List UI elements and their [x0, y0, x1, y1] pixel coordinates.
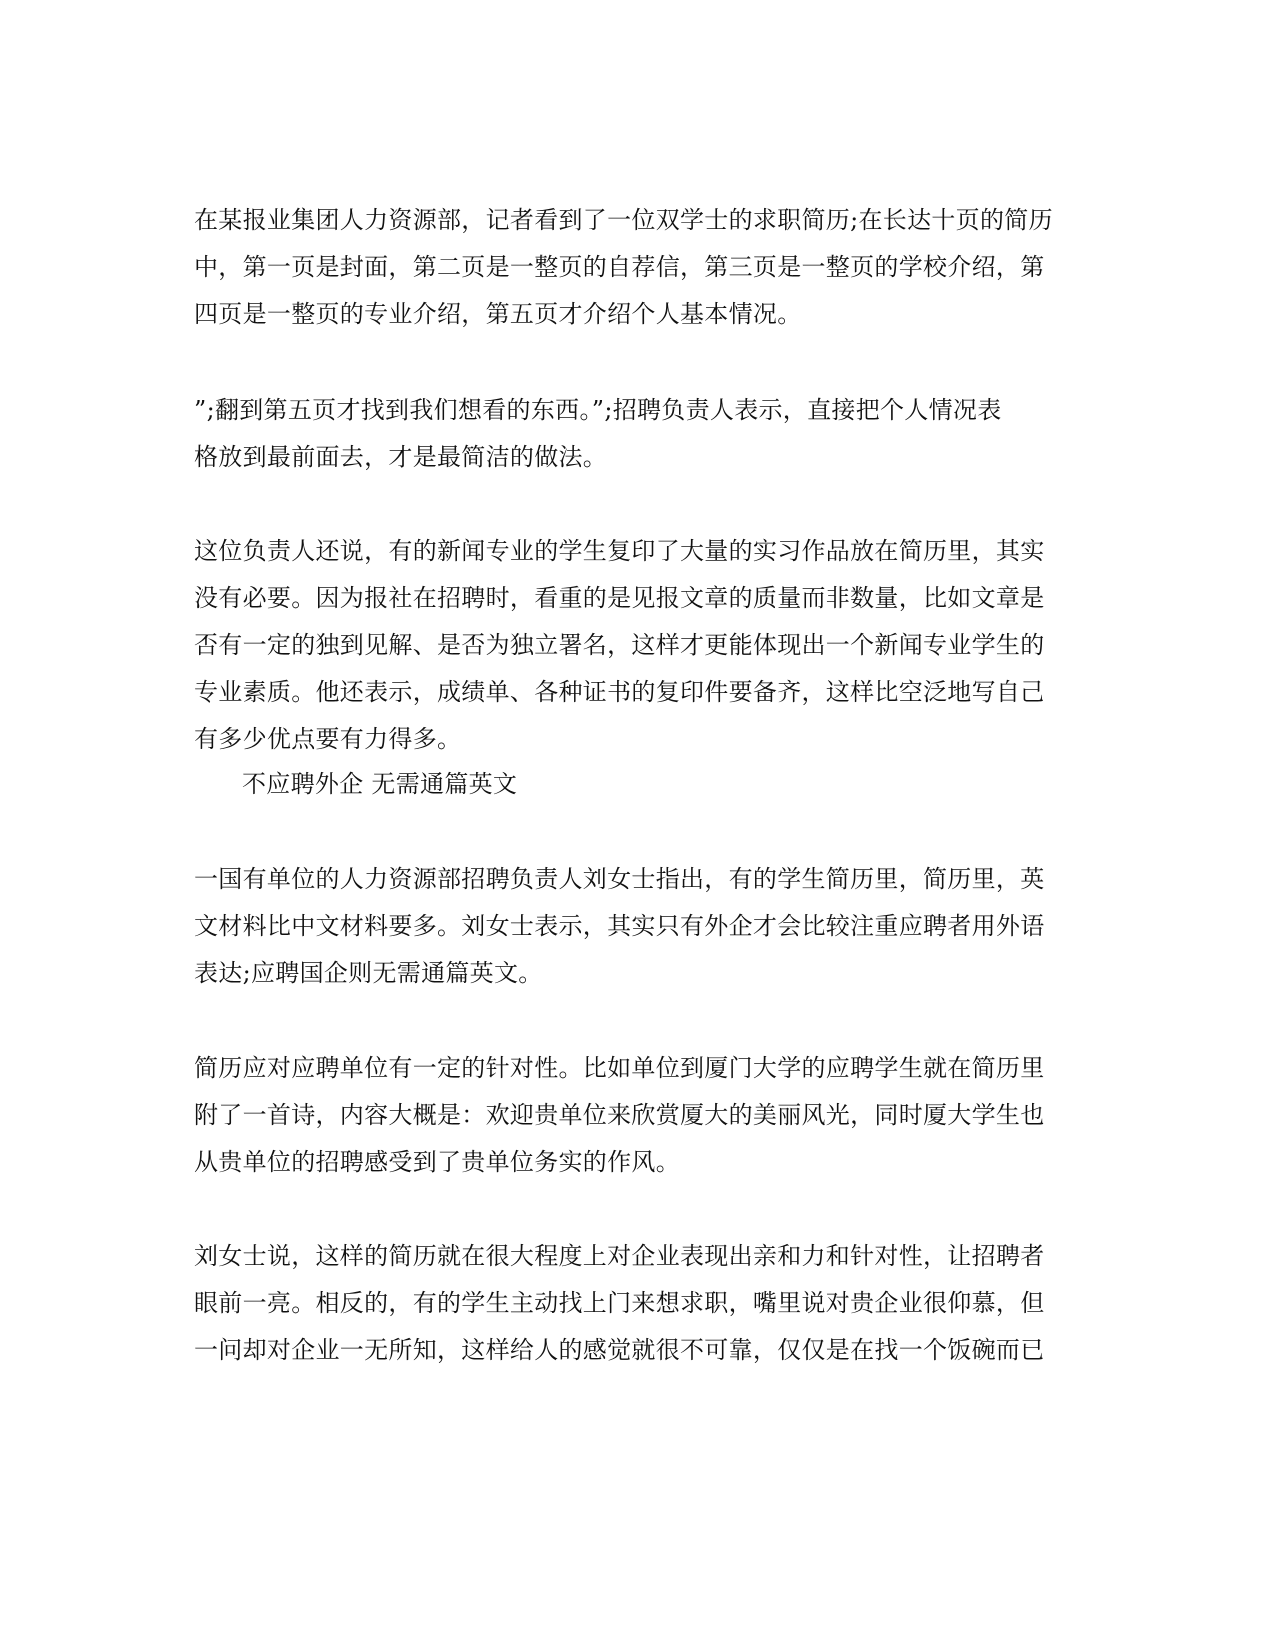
paragraph-6-line-2: 眼前一亮。相反的，有的学生主动找上门来想求职，嘴里说对贵企业很仰慕，但	[194, 1289, 1045, 1317]
paragraph-5-line-2: 附了一首诗，内容大概是：欢迎贵单位来欣赏厦大的美丽风光，同时厦大学生也	[194, 1101, 1045, 1129]
paragraph-3-line-5: 有多少优点要有力得多。	[194, 725, 462, 753]
paragraph-3-line-4: 专业素质。他还表示，成绩单、各种证书的复印件要备齐，这样比空泛地写自己	[194, 678, 1045, 706]
paragraph-3-line-3: 否有一定的独到见解、是否为独立署名，这样才更能体现出一个新闻专业学生的	[194, 631, 1045, 659]
paragraph-5-line-1: 简历应对应聘单位有一定的针对性。比如单位到厦门大学的应聘学生就在简历里	[194, 1054, 1045, 1082]
section-heading: 不应聘外企 无需通篇英文	[242, 770, 518, 798]
paragraph-2-line-2: 格放到最前面去，才是最简洁的做法。	[194, 443, 608, 471]
paragraph-1-line-2: 中，第一页是封面，第二页是一整页的自荐信，第三页是一整页的学校介绍，第	[194, 253, 1045, 281]
paragraph-6-line-3: 一问却对企业一无所知，这样给人的感觉就很不可靠，仅仅是在找一个饭碗而已	[194, 1336, 1045, 1364]
paragraph-3-line-1: 这位负责人还说，有的新闻专业的学生复印了大量的实习作品放在简历里，其实	[194, 537, 1045, 565]
paragraph-5-line-3: 从贵单位的招聘感受到了贵单位务实的作风。	[194, 1148, 680, 1176]
paragraph-3-line-2: 没有必要。因为报社在招聘时，看重的是见报文章的质量而非数量，比如文章是	[194, 584, 1045, 612]
paragraph-6-line-1: 刘女士说，这样的简历就在很大程度上对企业表现出亲和力和针对性，让招聘者	[194, 1242, 1045, 1270]
paragraph-4-line-2: 文材料比中文材料要多。刘女士表示，其实只有外企才会比较注重应聘者用外语	[194, 912, 1045, 940]
paragraph-2-line-1: ”;翻到第五页才找到我们想看的东西。”;招聘负责人表示，直接把个人情况表	[194, 396, 1002, 424]
paragraph-1-line-1: 在某报业集团人力资源部，记者看到了一位双学士的求职简历;在长达十页的简历	[194, 206, 1053, 234]
paragraph-1-line-3: 四页是一整页的专业介绍，第五页才介绍个人基本情况。	[194, 300, 802, 328]
paragraph-4-line-1: 一国有单位的人力资源部招聘负责人刘女士指出，有的学生简历里，简历里，英	[194, 865, 1045, 893]
paragraph-4-line-3: 表达;应聘国企则无需通篇英文。	[194, 959, 543, 987]
